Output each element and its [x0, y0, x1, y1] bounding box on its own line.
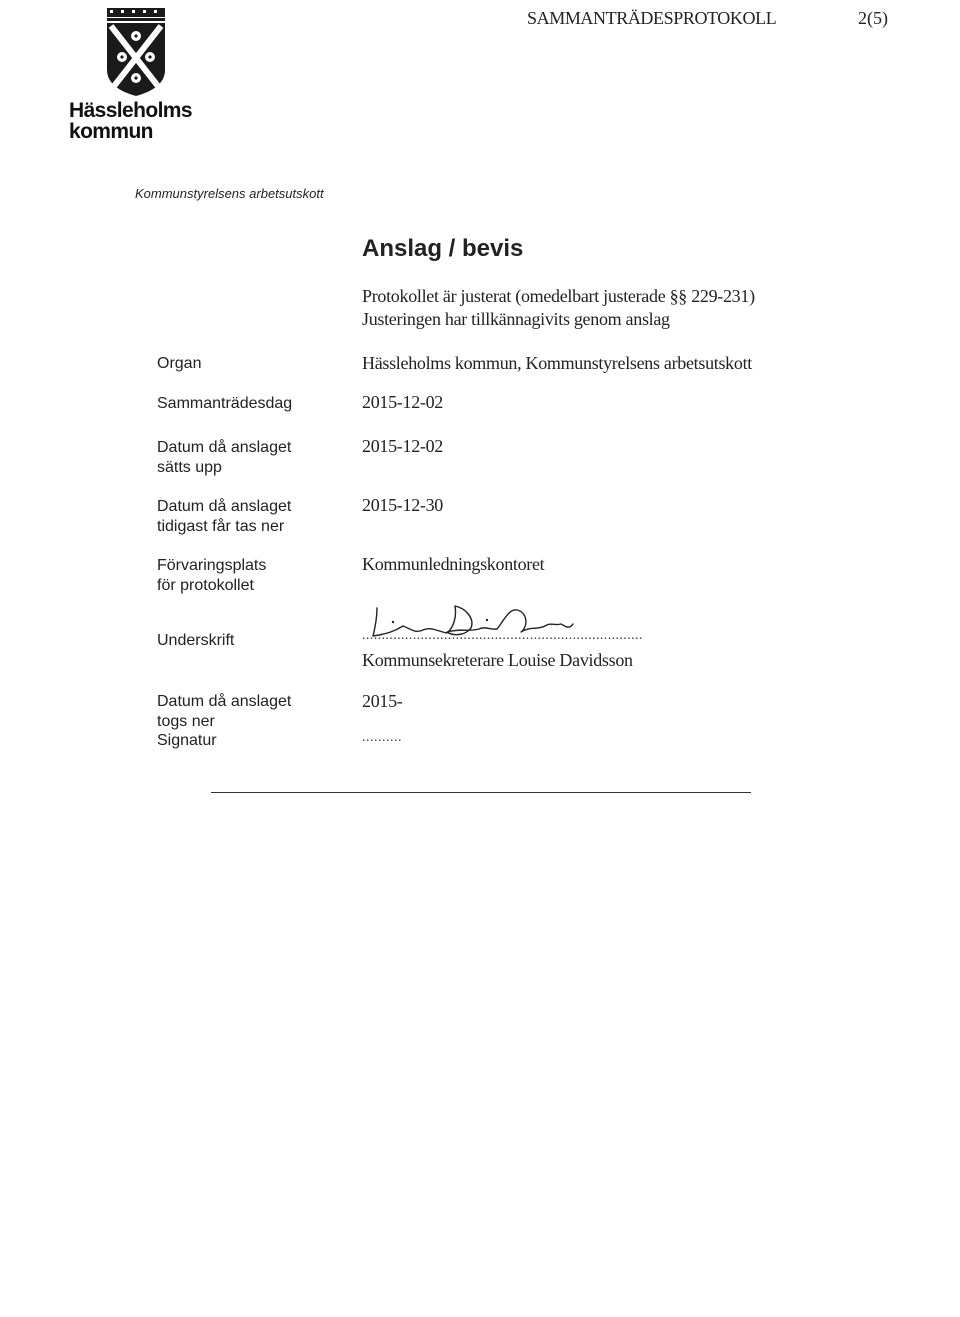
signatory-name: Kommunsekreterare Louise Davidsson: [362, 650, 633, 670]
notice-title: Anslag / bevis: [362, 235, 524, 262]
earliest-removal-date-label: Datum då anslaget tidigast får tas ner: [157, 498, 292, 535]
coat-of-arms-logo: [104, 6, 168, 98]
storage-location-value: Kommunledningskontoret: [362, 554, 545, 574]
posted-date-label: Datum då anslaget sätts upp: [157, 439, 292, 476]
meeting-date-label: Sammanträdesdag: [157, 395, 293, 412]
organ-label: Organ: [157, 355, 202, 372]
organ-value: Hässleholms kommun, Kommunstyrelsens arbetsutskott: [362, 353, 752, 373]
document-type-heading: SAMMANTRÄDESPROTOKOLL: [527, 8, 777, 28]
page-number: 2(5): [858, 8, 888, 28]
removed-date-label: Datum då anslaget togs ner Signatur: [157, 693, 292, 749]
storage-location-label: Förvaringsplats för protokollet: [157, 557, 267, 594]
removed-date-value: 2015-: [362, 691, 403, 711]
earliest-removal-date-value: 2015-12-30: [362, 495, 443, 515]
notice-intro-line-1: Protokollet är justerat (omedelbart justerade §§ 229-231): [362, 286, 755, 306]
organization-name: Hässleholms kommun: [69, 99, 192, 143]
notice-intro-line-2: Justeringen har tillkännagivits genom anslag: [362, 309, 670, 329]
department-name: Kommunstyrelsens arbetsutskott: [135, 186, 324, 201]
removal-signature-line: ..........: [362, 730, 402, 745]
signature-line: ........................................................................: [362, 628, 643, 643]
signature-label: Underskrift: [157, 632, 235, 649]
horizontal-rule: [211, 792, 751, 793]
meeting-date-value: 2015-12-02: [362, 392, 443, 412]
posted-date-value: 2015-12-02: [362, 436, 443, 456]
